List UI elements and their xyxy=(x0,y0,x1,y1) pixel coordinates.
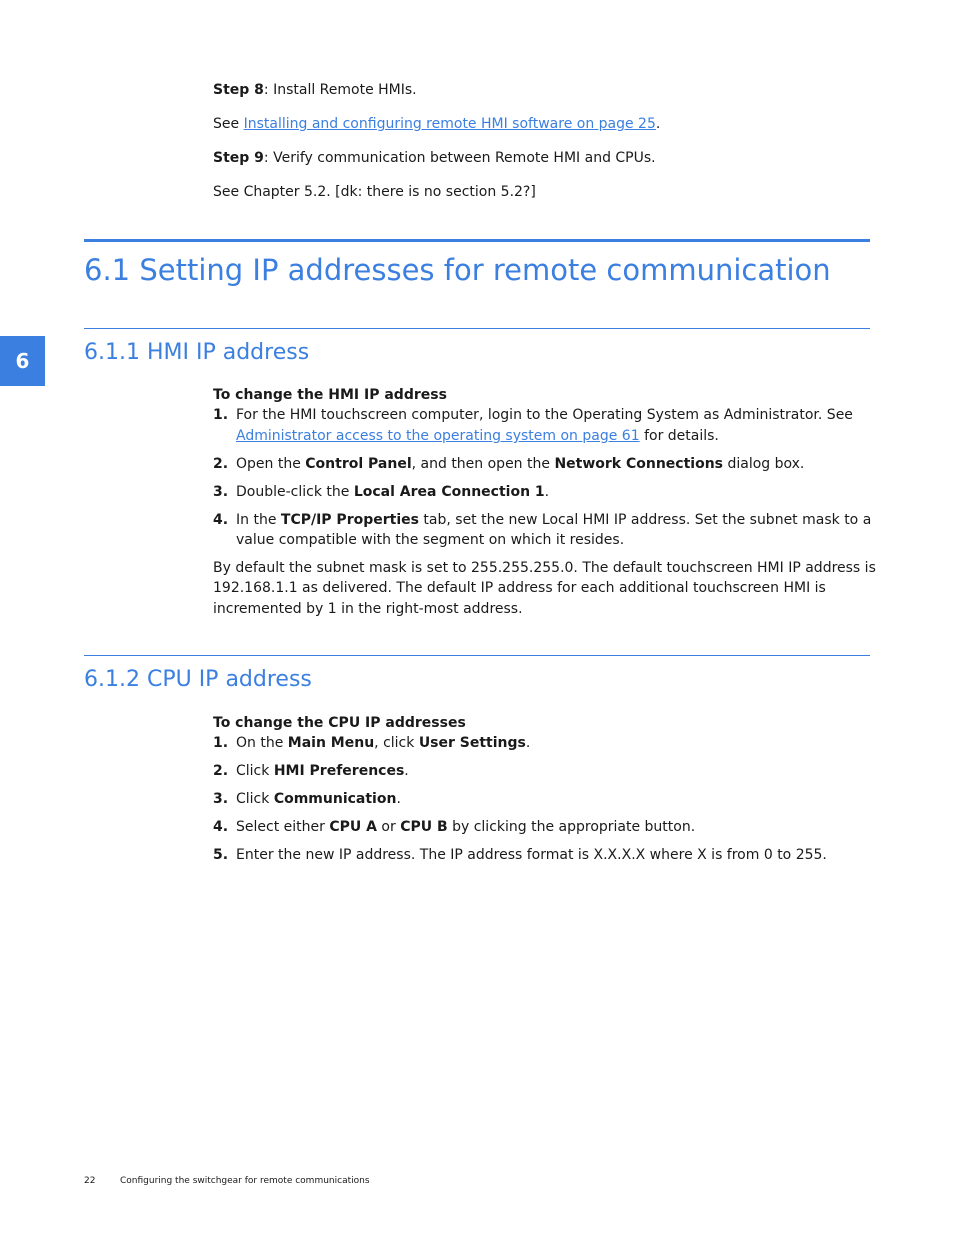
network-connections-term: Network Connections xyxy=(554,456,724,472)
footer-page-number: 22 xyxy=(84,1176,96,1186)
step9-text: : Verify communication between Remote HMI and CPUs. xyxy=(263,150,656,166)
cpu-step-3-pre: Click xyxy=(236,791,274,807)
cpu-step-4-pre: Select either xyxy=(236,819,330,835)
communication-term: Communication xyxy=(273,791,397,807)
cpu-step-3-post: . xyxy=(396,791,401,807)
cpu-step-2-text xyxy=(236,761,409,781)
cpu-step-5-number: 5. xyxy=(213,847,229,863)
see-remote-hmi-line xyxy=(213,114,660,134)
cpu-step-4-number: 4. xyxy=(213,819,229,835)
hmi-step-3-text xyxy=(236,482,549,502)
hmi-step-4-number: 4. xyxy=(213,512,229,528)
cpu-step-2-number: 2. xyxy=(213,763,229,779)
chapter-tab: 6 xyxy=(0,336,45,386)
hmi-step-4-text xyxy=(236,510,871,530)
hmi-step-2-number: 2. xyxy=(213,456,229,472)
hmi-step-1-number: 1. xyxy=(213,407,229,423)
hmi-step-1-suffix: for details. xyxy=(639,428,719,444)
cpu-section-rule xyxy=(84,655,870,656)
user-settings-term: User Settings xyxy=(418,735,526,751)
cpu-heading: 6.1.2 CPU IP address xyxy=(84,667,312,692)
cpu-step-1-pre: On the xyxy=(236,735,288,751)
hmi-step-3-number: 3. xyxy=(213,484,229,500)
cpu-step-1-mid: , click xyxy=(374,735,419,751)
cpu-step-3-text xyxy=(236,789,401,809)
section-top-rule xyxy=(84,239,870,242)
hmi-heading: 6.1.1 HMI IP address xyxy=(84,340,310,365)
hmi-step-2-text xyxy=(236,454,804,474)
cpu-procedure-title: To change the CPU IP addresses xyxy=(213,715,466,731)
hmi-step-2-mid: , and then open the xyxy=(411,456,555,472)
main-menu-term: Main Menu xyxy=(287,735,375,751)
hmi-section-rule xyxy=(84,328,870,329)
control-panel-term: Control Panel xyxy=(305,456,412,472)
hmi-default-para-line-3: incremented by 1 in the right-most address. xyxy=(213,601,523,617)
see-prefix: See xyxy=(213,116,244,132)
cpu-step-1-post: . xyxy=(525,735,531,751)
see-suffix: . xyxy=(655,116,661,132)
cpu-step-2-pre: Click xyxy=(236,763,274,779)
cpu-a-term: CPU A xyxy=(329,819,377,835)
hmi-step-1-text: For the HMI touchscreen computer, login to the Operating System as Administrator. See xyxy=(236,407,853,423)
cpu-step-4-text xyxy=(236,817,695,837)
cpu-step-1-text xyxy=(236,733,530,753)
see-chapter-line: See Chapter 5.2. [dk: there is no section 5.2?] xyxy=(213,184,536,200)
hmi-preferences-term: HMI Preferences xyxy=(273,763,405,779)
hmi-procedure-title: To change the HMI IP address xyxy=(213,387,447,403)
hmi-step-2-post: dialog box. xyxy=(723,456,805,472)
cpu-step-3-number: 3. xyxy=(213,791,229,807)
step8-text: : Install Remote HMIs. xyxy=(263,82,417,98)
local-area-connection-term: Local Area Connection 1 xyxy=(353,484,545,500)
cpu-step-4-post: by clicking the appropriate button. xyxy=(447,819,696,835)
step8-label: Step 8 xyxy=(213,82,264,98)
hmi-step-4-line2: value compatible with the segment on which it resides. xyxy=(236,532,625,548)
cpu-b-term: CPU B xyxy=(400,819,448,835)
footer-title: Configuring the switchgear for remote communications xyxy=(120,1176,370,1186)
step8-line xyxy=(213,80,417,100)
cpu-step-2-post: . xyxy=(404,763,409,779)
step9-line xyxy=(213,148,656,168)
cpu-step-4-mid: or xyxy=(376,819,401,835)
remote-hmi-software-link[interactable]: Installing and configuring remote HMI software on page 25 xyxy=(243,116,656,132)
hmi-step-2-pre: Open the xyxy=(236,456,306,472)
cpu-step-5-text: Enter the new IP address. The IP address format is X.X.X.X where X is from 0 to 255. xyxy=(236,847,827,863)
tcpip-properties-term: TCP/IP Properties xyxy=(280,512,419,528)
hmi-step-4-post: tab, set the new Local HMI IP address. Set the subnet mask to a xyxy=(418,512,872,528)
section-title: 6.1 Setting IP addresses for remote communication xyxy=(84,253,831,287)
hmi-step-3-pre: Double-click the xyxy=(236,484,354,500)
cpu-step-1-number: 1. xyxy=(213,735,229,751)
hmi-default-para-line-1: By default the subnet mask is set to 255.255.255.0. The default touchscreen HMI IP address is xyxy=(213,560,876,576)
step9-label: Step 9 xyxy=(213,150,264,166)
admin-access-link[interactable]: Administrator access to the operating system on page 61 xyxy=(236,428,640,444)
hmi-step-3-post: . xyxy=(544,484,550,500)
hmi-default-para-line-2: 192.168.1.1 as delivered. The default IP address for each additional touchscreen HMI is xyxy=(213,580,826,596)
hmi-step-1-line2 xyxy=(236,426,719,446)
hmi-step-4-pre: In the xyxy=(236,512,281,528)
